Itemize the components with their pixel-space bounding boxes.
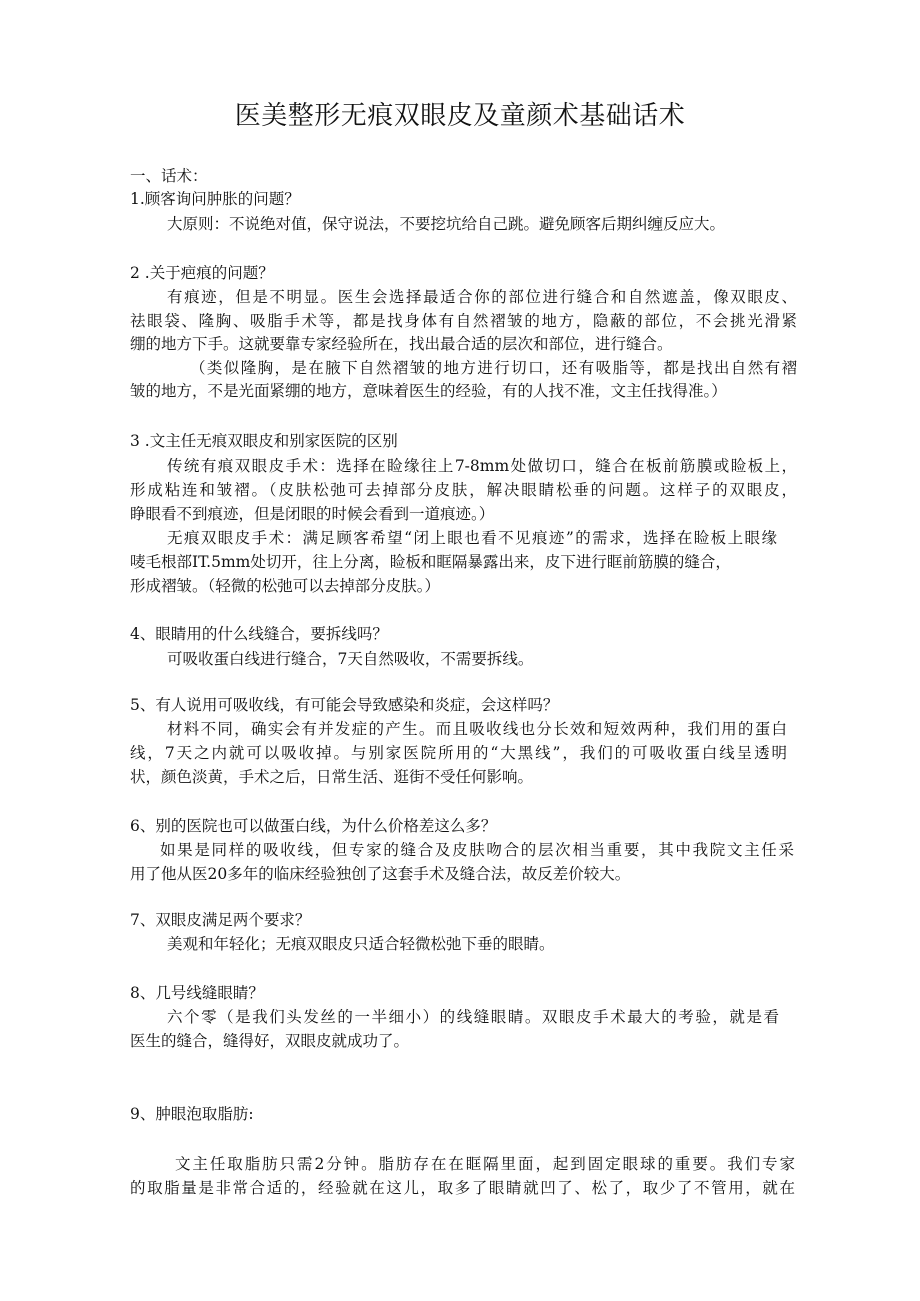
document-title: 医美整形无痕双眼皮及童颜术基础话术: [234, 101, 686, 131]
answer-3-line-5: 唛毛根部IT.5mm处切开，往上分离，睑板和眶隔暴露出来，皮下进行眶前筋膜的缝合，: [130, 553, 731, 571]
question-2: 2 .关于疤痕的问题？: [130, 264, 274, 282]
answer-2-line-1: 有痕迹，但是不明显。医生会选择最适合你的部位进行缝合和自然遮盖，像双眼皮、: [167, 288, 797, 306]
answer-3-line-4: 无痕双眼皮手术：满足顾客希望“闭上眼也看不见痕迹”的需求，选择在睑板上眼缘: [167, 529, 777, 547]
section-heading: 一、话术：: [130, 167, 208, 185]
answer-4-line-1: 可吸收蛋白线进行缝合，7天自然吸收，不需要拆线。: [167, 650, 534, 668]
answer-7-line-1: 美观和年轻化；无痕双眼皮只适合轻微松弛下垂的眼睛。: [167, 935, 555, 953]
answer-3-line-2: 形成粘连和皱褶。（皮肤松弛可去掉部分皮肤，解决眼睛松垂的问题。这样子的双眼皮，: [130, 481, 797, 499]
question-7: 7、双眼皮满足两个要求？: [130, 911, 311, 929]
answer-9-line-2: 的取脂量是非常合适的，经验就在这儿，取多了眼睛就凹了、松了，取少了不管用，就在: [130, 1179, 795, 1197]
question-6: 6、别的医院也可以做蛋白线，为什么价格差这么多？: [130, 817, 497, 835]
question-5: 5、有人说用可吸收线，有可能会导致感染和炎症，会这样吗？: [130, 696, 559, 714]
answer-8-line-1: 六个零（是我们头发丝的一半细小）的线缝眼睛。双眼皮手术最大的考验，就是看: [167, 1008, 779, 1026]
answer-1-line-1: 大原则：不说绝对值，保守说法，不要挖坑给自己跳。避免顾客后期纠缠反应大。: [167, 215, 726, 233]
answer-3-line-6: 形成褶皱。（轻微的松弛可以去掉部分皮肤。）: [130, 577, 441, 595]
question-8: 8、几号线缝眼睛？: [130, 984, 264, 1002]
answer-2-line-3: 绷的地方下手。这就要靠专家经验所在，找出最合适的层次和部位，进行缝合。: [130, 335, 673, 353]
answer-5-line-2: 线，7天之内就可以吸收掉。与别家医院所用的“大黑线”，我们的可吸收蛋白线呈透明: [130, 744, 787, 762]
question-4: 4、眼睛用的什么线缝合，要拆线吗？: [130, 625, 388, 643]
answer-2-line-5: 皱的地方，不是光面紧绷的地方，意味着医生的经验，有的人找不准，文主任找得准。）: [130, 382, 727, 400]
answer-6-line-2: 用了他从医20多年的临床经验独创了这套手术及缝合法，故反差价较大。: [130, 865, 631, 883]
answer-6-line-1: 如果是同样的吸收线，但专家的缝合及皮肤吻合的层次相当重要，其中我院文主任采: [160, 841, 794, 859]
answer-2-line-4: （类似隆胸，是在腋下自然褶皱的地方进行切口，还有吸脂等，都是找出自然有褶: [190, 359, 797, 377]
answer-5-line-1: 材料不同，确实会有并发症的产生。而且吸收线也分长效和短效两种，我们用的蛋白: [167, 720, 787, 738]
question-9: 9、肿眼泡取脂肪:: [130, 1105, 254, 1123]
question-1: 1.顾客询问肿胀的问题？: [130, 190, 300, 208]
answer-5-line-3: 状，颜色淡黄，手术之后，日常生活、逛街不受任何影响。: [130, 768, 534, 786]
answer-3-line-3: 睁眼看不到痕迹，但是闭眼的时候会看到一道痕迹。）: [130, 505, 495, 523]
answer-3-line-1: 传统有痕双眼皮手术：选择在睑缘往上7-8mm处做切口，缝合在板前筋膜或睑板上，: [167, 457, 797, 475]
answer-2-line-2: 祛眼袋、隆胸、吸脂手术等，都是找身体有自然褶皱的地方，隐蔽的部位，不会挑光滑紧: [130, 312, 797, 330]
question-3: 3 .文主任无痕双眼皮和别家医院的区别: [130, 432, 398, 450]
answer-8-line-2: 医生的缝合，缝得好，双眼皮就成功了。: [130, 1032, 410, 1050]
answer-9-line-1: 文主任取脂肪只需2分钟。脂肪存在在眶隔里面，起到固定眼球的重要。我们专家: [175, 1155, 795, 1173]
